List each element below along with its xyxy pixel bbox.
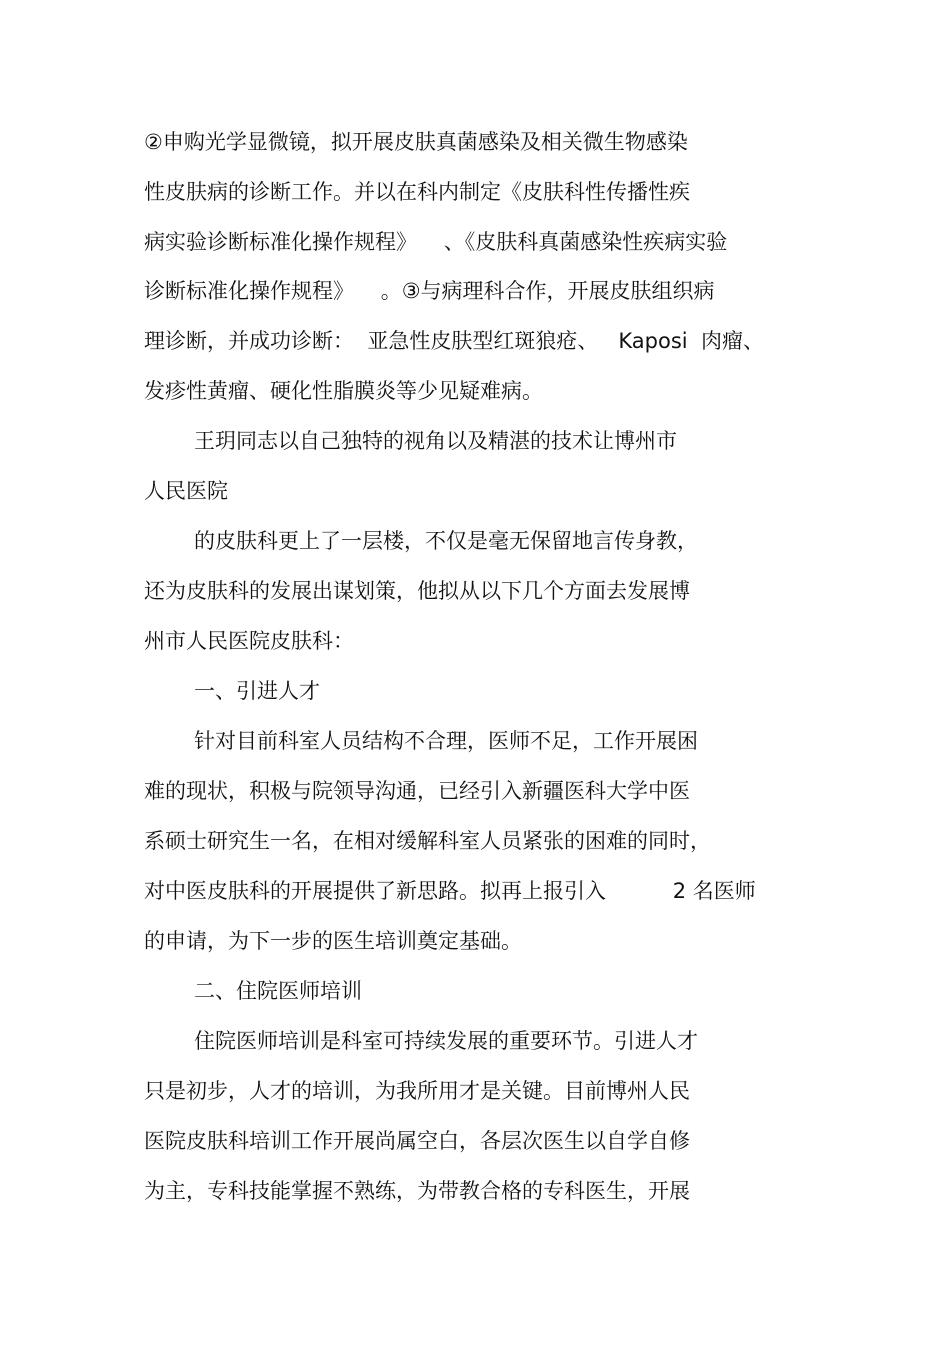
text-line: 系硕士研究生一名，在相对缓解科室人员紧张的困难的同时，	[144, 829, 711, 853]
text-line: 只是初步，人才的培训，为我所用才是关键。目前博州人民	[144, 1079, 690, 1103]
text-line: 诊断标准化操作规程》 。③与病理科合作，开展皮肤组织病	[144, 279, 715, 303]
section-heading: 二、住院医师培训	[194, 979, 362, 1003]
text-line: 人民医院	[144, 479, 228, 503]
paragraph-start-line: 住院医师培训是科室可持续发展的重要环节。引进人才	[194, 1029, 698, 1053]
text-line: ②申购光学显微镜，拟开展皮肤真菌感染及相关微生物感染	[144, 130, 688, 154]
paragraph-start-line: 的皮肤科更上了一层楼，不仅是毫无保留地言传身教，	[194, 529, 698, 553]
text-line: 理诊断，并成功诊断： 亚急性皮肤型红斑狼疮、 Kaposi 肉瘤、	[144, 329, 764, 353]
text-line: 性皮肤病的诊断工作。并以在科内制定《皮肤科性传播性疾	[144, 180, 690, 204]
section-heading: 一、引进人才	[194, 679, 320, 703]
text-line: 对中医皮肤科的开展提供了新思路。拟再上报引入 2 名医师	[144, 879, 756, 903]
paragraph-start-line: 王玥同志以自己独特的视角以及精湛的技术让博州市	[194, 429, 677, 453]
text-line: 病实验诊断标准化操作规程》 、《皮肤科真菌感染性疾病实验	[144, 230, 728, 254]
text-line: 州市人民医院皮肤科：	[144, 629, 354, 653]
text-line: 为主，专科技能掌握不熟练，为带教合格的专科医生，开展	[144, 1179, 690, 1203]
text-line: 难的现状，积极与院领导沟通，已经引入新疆医科大学中医	[144, 779, 690, 803]
text-line: 发疹性黄瘤、硬化性脂膜炎等少见疑难病。	[144, 379, 543, 403]
text-line: 还为皮肤科的发展出谋划策，他拟从以下几个方面去发展博	[144, 579, 690, 603]
text-line: 的申请，为下一步的医生培训奠定基础。	[144, 929, 522, 953]
text-line: 医院皮肤科培训工作开展尚属空白，各层次医生以自学自修	[144, 1129, 690, 1153]
paragraph-start-line: 针对目前科室人员结构不合理，医师不足，工作开展困	[194, 729, 698, 753]
